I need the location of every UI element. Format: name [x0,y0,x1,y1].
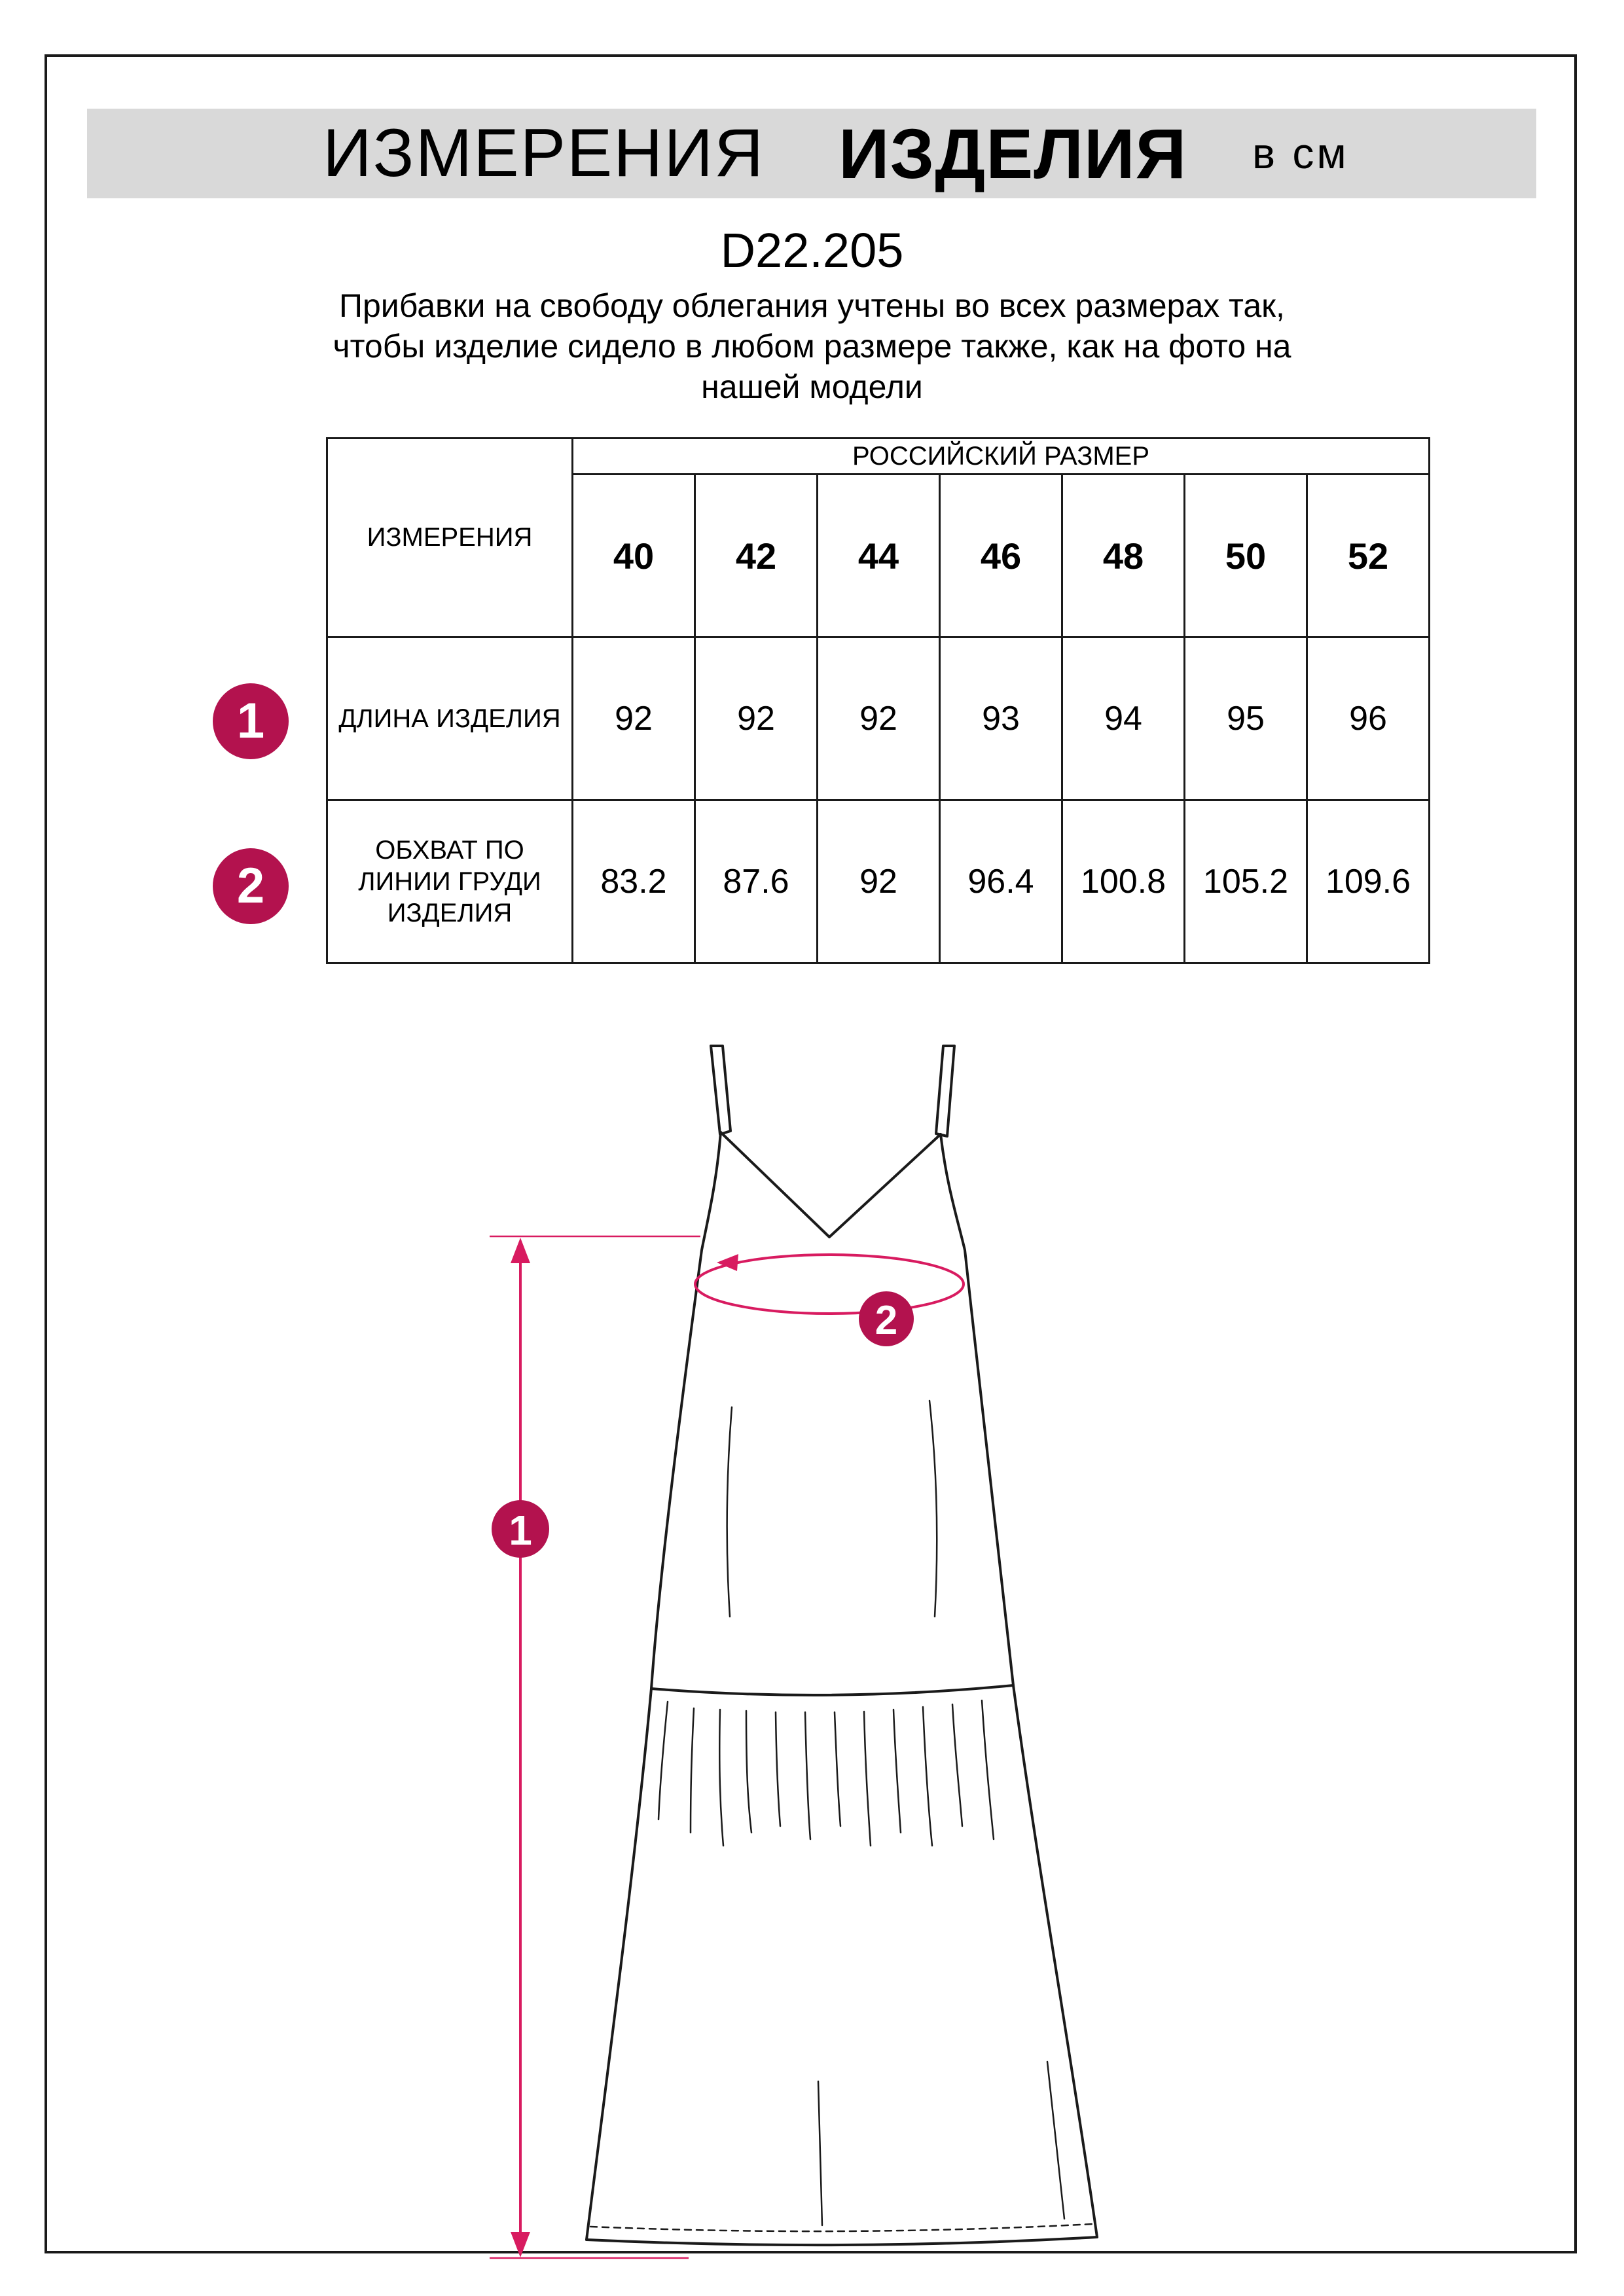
fit-note-line: чтобы изделие сидело в любом размере также, как на фото на [333,328,1291,365]
fit-note-line: нашей модели [701,368,923,405]
table-cell: 93 [940,637,1062,800]
arrow-left-icon [717,1254,738,1271]
table-cell: 100.8 [1062,800,1185,963]
left-strap [711,1046,731,1134]
row-label-line: ИЗДЕЛИЯ [387,899,513,927]
table-cell: 92 [818,637,940,800]
table-cell: 92 [695,637,818,800]
size-label: 50 [1185,475,1307,637]
size-group-header: РОССИЙСКИЙ РАЗМЕР [573,439,1430,475]
row-badge-length: 1 [213,683,289,759]
title-bold: ИЗДЕЛИЯ [839,114,1187,193]
length-marker-label: 1 [509,1507,532,1554]
table-cell: 109.6 [1307,800,1430,963]
chest-measure [695,1254,964,1314]
table-cell: 105.2 [1185,800,1307,963]
measurements-header: ИЗМЕРЕНИЯ [327,439,573,637]
chest-marker-label: 2 [875,1298,898,1343]
row-label-line: ОБХВАТ ПО [375,836,524,865]
size-label: 46 [940,475,1062,637]
product-code: D22.205 [720,223,904,278]
hem [586,2237,1097,2245]
title-regular: ИЗМЕРЕНИЯ [323,115,765,191]
chest-marker [859,1291,914,1346]
table-cell: 83.2 [573,800,695,963]
tier-seam [651,1685,1013,1695]
bodice-right-side [941,1134,1013,1685]
dress-outline [586,1046,1097,2245]
length-measure [490,1236,700,2258]
arrow-up-icon [511,1238,530,1263]
table-cell: 96.4 [940,800,1062,963]
table-cell: 96 [1307,637,1430,800]
size-label: 40 [573,475,695,637]
bodice-top [721,1132,941,1237]
length-marker [492,1500,549,1558]
row-badge-chest: 2 [213,848,289,924]
fit-note-line: Прибавки на свободу облегания учтены во всех размерах так, [339,287,1285,324]
skirt-right-side [1013,1685,1097,2237]
row-label-line: ДЛИНА ИЗДЕЛИЯ [338,704,561,733]
title-unit: в см [1252,129,1349,177]
table-cell: 87.6 [695,800,818,963]
arrow-down-icon [511,2232,530,2257]
skirt-left-side [586,1689,651,2240]
size-label: 48 [1062,475,1185,637]
size-label: 52 [1307,475,1430,637]
size-label: 42 [695,475,818,637]
table-cell: 92 [573,637,695,800]
table-cell: 92 [818,800,940,963]
bodice-left-side [651,1132,721,1689]
row-label-line: ЛИНИИ ГРУДИ [358,867,541,896]
table-cell: 94 [1062,637,1185,800]
table-cell: 95 [1185,637,1307,800]
right-strap [936,1046,954,1136]
size-label: 44 [818,475,940,637]
